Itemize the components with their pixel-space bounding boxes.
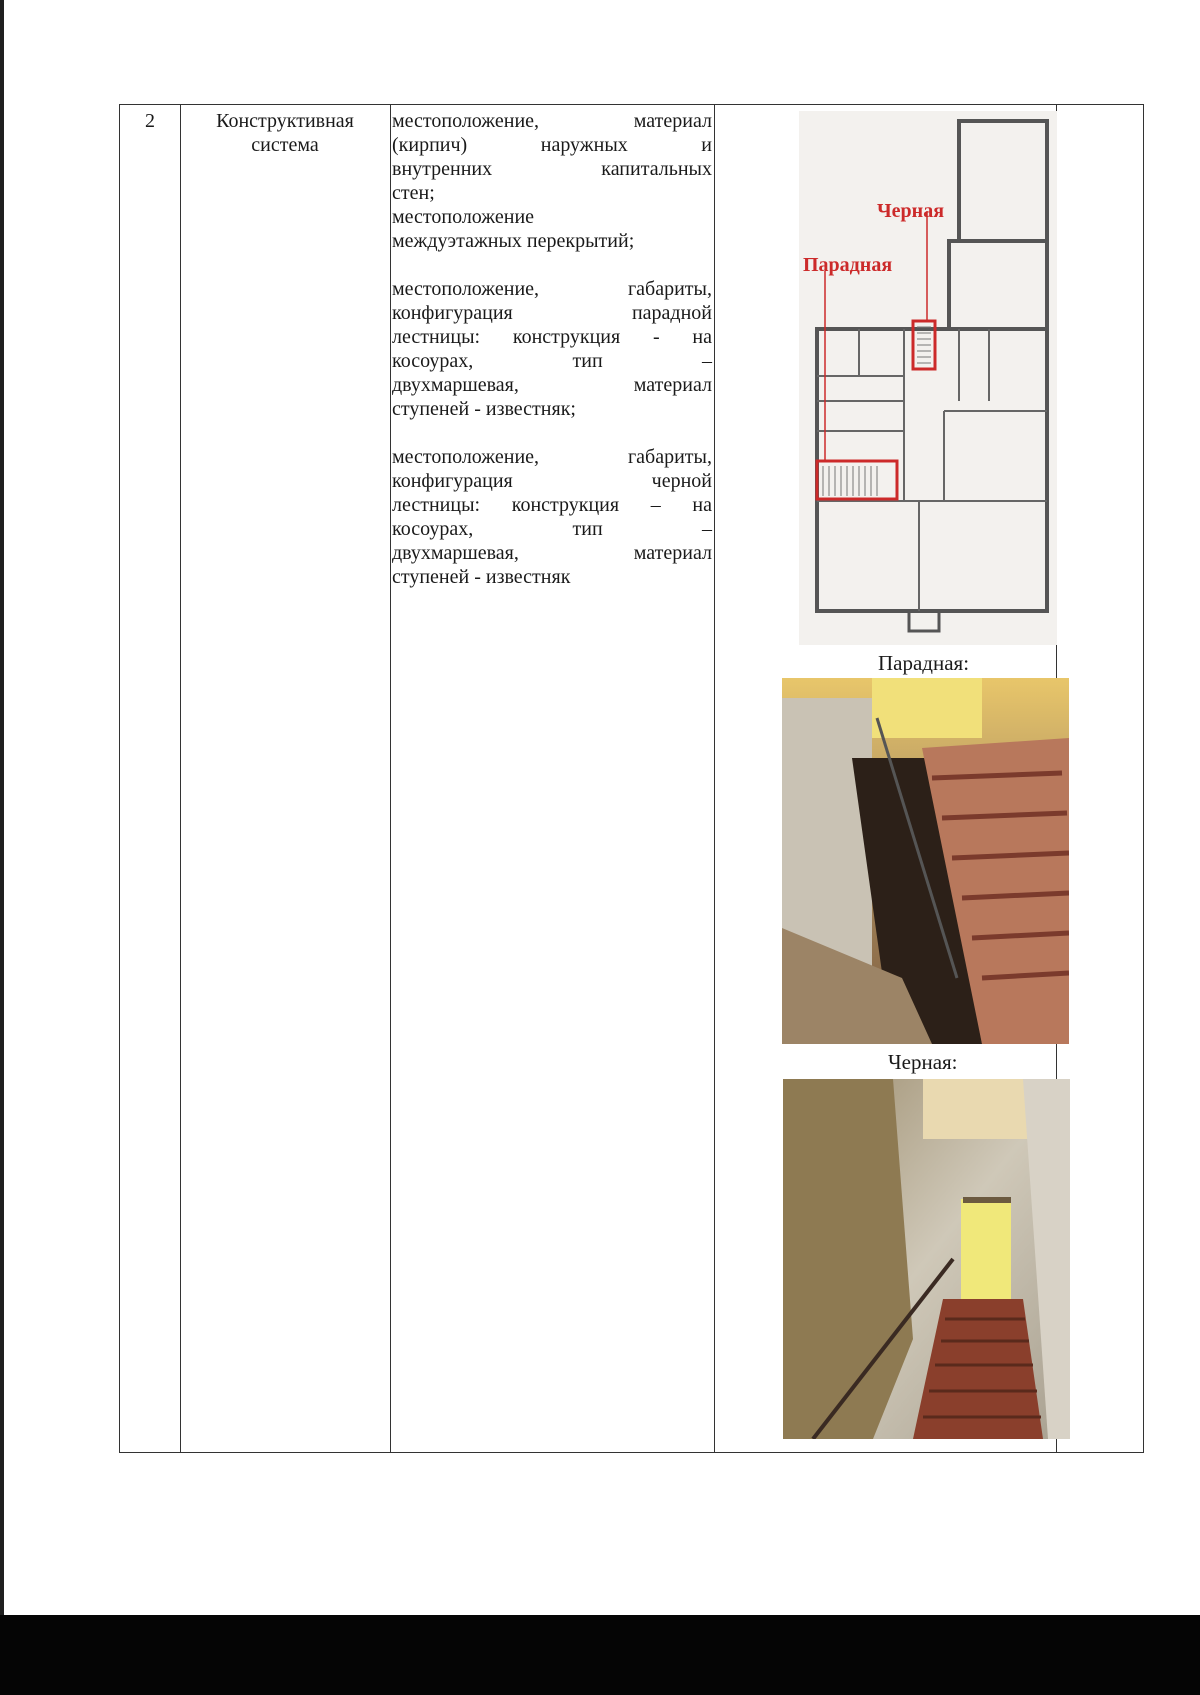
floor-plan-drawing	[799, 111, 1057, 645]
black-stair-photo	[783, 1079, 1070, 1439]
black-stair-caption: Черная:	[888, 1050, 958, 1074]
row-description	[392, 109, 712, 589]
table-divider	[180, 105, 181, 1452]
description-line: междуэтажных перекрытий;	[392, 230, 635, 252]
description-line: лестницы: конструкция – на	[392, 494, 712, 516]
description-line: местоположение, материал	[392, 110, 712, 132]
description-line: двухмаршевая, материал	[392, 542, 712, 564]
plan-label-front: Парадная	[803, 254, 893, 276]
floor-plan	[799, 111, 1057, 645]
scan-left-edge	[0, 0, 4, 1695]
description-line: местоположение, габариты,	[392, 278, 712, 300]
description-line: косоурах, тип –	[392, 350, 712, 372]
description-line: ступеней - известняк;	[392, 398, 576, 420]
description-line: лестницы: конструкция - на	[392, 326, 712, 348]
front-stair-photo	[782, 678, 1069, 1044]
description-line: косоурах, тип –	[392, 518, 712, 540]
description-paragraph	[392, 445, 712, 589]
description-line: местоположение	[392, 206, 535, 228]
row-number: 2	[145, 110, 155, 132]
row-name	[180, 109, 390, 157]
description-paragraph	[392, 277, 712, 421]
row-name-line: система	[251, 134, 319, 156]
table-divider	[390, 105, 391, 1452]
table-divider	[714, 105, 715, 1452]
description-line: стен;	[392, 182, 435, 204]
description-line: конфигурация парадной	[392, 302, 712, 324]
description-line: внутренних капитальных	[392, 158, 712, 180]
scan-bottom-band	[0, 1615, 1200, 1695]
description-line: двухмаршевая, материал	[392, 374, 712, 396]
description-line: ступеней - известняк	[392, 566, 571, 588]
document-table	[119, 104, 1144, 1453]
description-paragraph	[392, 109, 712, 253]
plan-label-black: Черная	[877, 200, 945, 222]
description-line: конфигурация черной	[392, 470, 712, 492]
row-name-line: Конструктивная	[216, 110, 354, 132]
front-stair-caption: Парадная:	[878, 651, 970, 675]
description-line: (кирпич) наружных и	[392, 134, 712, 156]
description-line: местоположение, габариты,	[392, 446, 712, 468]
